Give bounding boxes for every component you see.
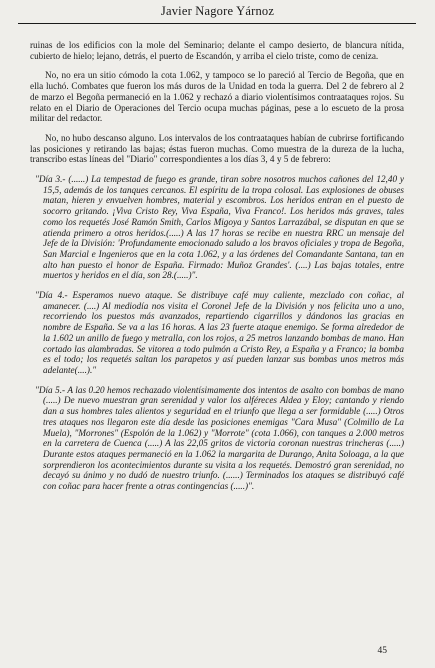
running-header xyxy=(0,0,435,30)
header-rule xyxy=(18,23,416,24)
paragraph-cota-1062: No, no era un sitio cómodo la cota 1.062, y tampoco se lo pareció al Tercio de Begoña, que en ella luchó. Combates que fueron los más duros de la Unidad en toda la guerra. Del 2 de febrero al 2 de marzo el Begoña permaneció en la 1.062 y rechazó a diario violentísimos contraataques rojos. Su relato en el Diario de Operaciones del Tercio ocupa muchas páginas, pese a lo escueto de la prosa militar del redactor. xyxy=(30,70,404,124)
page-number: 45 xyxy=(377,646,387,656)
paragraph-no-descanso: No, no hubo descanso alguno. Los intervalos de los contraataques habían de cubrirse fortificando las posiciones y retirando las bajas; éstas fueron muchas. Como muestra de la dureza de la lucha, transcribo estas líneas del "Diario" correspondientes a los días 3, 4 y 5 de febrero: xyxy=(30,132,404,165)
paragraph-continuation: ruinas de los edificios con la mole del Seminario; delante el campo desierto, de blancura nítida, cubierto de hielo; lejano, detrás, el puerto de Escandón, y arriba el cielo triste, como de ceniza. xyxy=(30,40,404,61)
diary-quote-day-3: "Día 3.- (......) La tempestad de fuego es grande, tiran sobre nosotros muchos cañones del 12,40 y 15,5, además de los tanques cercanos. El espíritu de la tropa colosal. Las explosiones de obuses matan, hieren y envuelven hombres, material y escombros. Los heridos entran en el puesto de socorro gritando. ¡Viva Cristo Rey, Viva España, Viva Franco!. Los heridos más graves, tales como los requetés José Ramón Smith, Carlos Migoya y Santos Larrazábal, se disputan en que se atienda primero a otros heridos.(.....) A las 17 horas se recibe en nuestra RRC un mensaje del Jefe de la División: 'Profundamente emocionado saludo a los bravos oficiales y tropa de Begoña, San Marcial e Ingenieros que en la cota 1.062, y a las órdenes del Comandante Santana, tan en alto han puesto el honor de España. Firmado: Muñoz Grandes'. (....) Las bajas totales, entre muertos y heridos en el día, son 28.(.....)". xyxy=(35,174,404,281)
diary-quote-day-4: "Día 4.- Esperamos nuevo ataque. Se distribuye café muy caliente, mezclado con coñac, al amanecer. (....) Al mediodía nos visita el Coronel Jefe de la División y nos felicita uno a uno, recorriendo los puestos más avanzados, repartiendo cigarrillos y dándonos las gracias en nombre de España. Se va a las 16 horas. A las 23 fuerte ataque enemigo. Se forma alrededor de la 1.602 un anillo de fuego y metralla, con los rojos, a 25 metros lanzando bombas de mano. Han cortado las alambradas. Se vitorea a todo pulmón a Cristo Rey, a España y a Franco; la bomba es el todo; los requetés saltan los parapetos y así pueden lanzar sus bombas unos metros más adelante(....)." xyxy=(35,290,404,375)
diary-quote-day-5: "Día 5.- A las 0.20 hemos rechazado violentísimamente dos intentos de asalto con bombas de mano (.....) De nuevo muestran gran serenidad y valor los alféreces Aldea y Eloy; cantando y riendo dan a sus hombres tales alientos y seguridad en el triunfo que llega a ser formidable (.....) Otros tres ataques nos llegaron este día desde las posiciones enemigas "Cara Musa" (Colmillo de La Muela), "Morrones" (Espolón de la 1.062) y "Morrote" (cota 1.066), con tanques a 2.000 metros en la carretera de Cuenca (.....) A las 22,05 gritos de victoria coronan nuestras trincheras (.....) Durante estos ataques permaneció en la 1.062 la margarita de Durango, Anita Soloaga, a la que sorprendieron los acontecimientos durante su visita a los requetés. Demostró gran serenidad, no decayó su ánimo y no dudó de nuestro triunfo. (......) Terminados los ataques se distribuyó café con coñac para hacer frente a otras contingencias (.....)". xyxy=(35,384,404,492)
page-body xyxy=(30,40,404,501)
header-title: Javier Nagore Yárnoz xyxy=(160,4,275,18)
